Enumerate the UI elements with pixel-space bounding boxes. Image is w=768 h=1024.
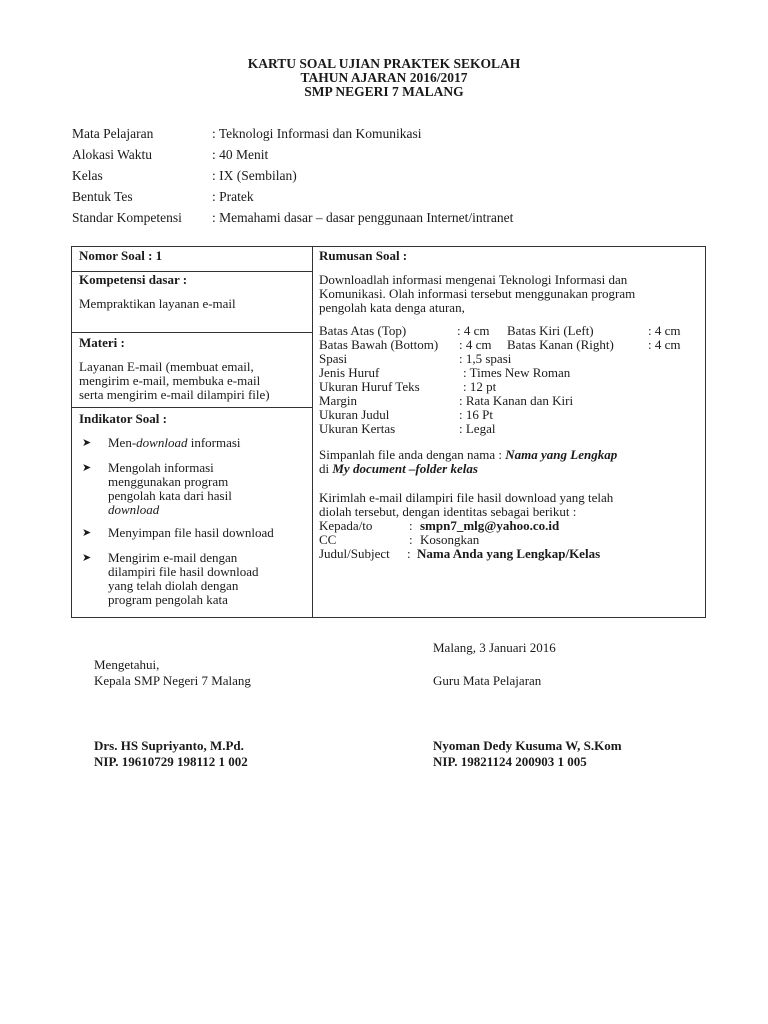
cell-indikator <box>71 407 313 618</box>
materi-heading: Materi : <box>79 335 125 350</box>
materi-line: mengirim e-mail, membuka e-mail <box>79 373 261 388</box>
indikator-item: program pengolah kata <box>108 592 228 607</box>
info-label: Mata Pelajaran <box>72 126 154 141</box>
subject-colon: : <box>407 546 411 561</box>
setting-value: : 1,5 spasi <box>459 351 512 366</box>
headmaster-title: Kepala SMP Negeri 7 Malang <box>94 673 251 688</box>
materi-line: serta mengirim e-mail dilampiri file) <box>79 387 270 402</box>
intro-line: Downloadlah informasi mengenai Teknologi Informasi dan <box>319 272 628 287</box>
indikator-item: download <box>108 502 160 517</box>
info-label: Alokasi Waktu <box>72 147 153 162</box>
setting-label: Batas Kanan (Right) <box>507 337 614 352</box>
cc-value: Kosongkan <box>420 532 480 547</box>
setting-value: : Rata Kanan dan Kiri <box>459 393 574 408</box>
cell-kompetensi <box>71 271 313 333</box>
setting-label: Ukuran Judul <box>319 407 390 422</box>
info-label: Kelas <box>72 168 103 183</box>
arrow-bullet-icon: ➤ <box>82 462 92 474</box>
cc-label: CC <box>319 532 337 547</box>
indikator-item: pengolah kata dari hasil <box>108 488 232 503</box>
indikator-item: yang telah diolah dengan <box>108 578 239 593</box>
kompetensi-text: Mempraktikan layanan e-mail <box>79 296 236 311</box>
indikator-item: Mengirim e-mail dengan <box>108 550 238 565</box>
kepada-value: smpn7_mlg@yahoo.co.id <box>420 518 560 533</box>
setting-value: : 4 cm <box>457 323 490 338</box>
arrow-bullet-icon: ➤ <box>82 552 92 564</box>
setting-value: : 4 cm <box>459 337 492 352</box>
subject-label: Judul/Subject <box>319 546 390 561</box>
nomor-soal: Nomor Soal : 1 <box>79 248 163 263</box>
teacher-name: Nyoman Dedy Kusuma W, S.Kom <box>433 738 622 753</box>
info-value: : IX (Sembilan) <box>212 168 297 183</box>
academic-year: TAHUN AJARAN 2016/2017 <box>300 70 468 85</box>
headmaster-nip: NIP. 19610729 198112 1 002 <box>94 754 248 769</box>
document-title: KARTU SOAL UJIAN PRAKTEK SEKOLAH <box>247 56 521 71</box>
rumusan-heading: Rumusan Soal : <box>319 248 408 263</box>
setting-label: Batas Bawah (Bottom) <box>319 337 439 352</box>
subject-value: Nama Anda yang Lengkap/Kelas <box>417 546 601 561</box>
info-value: : Memahami dasar – dasar penggunaan Internet/intranet <box>212 210 514 225</box>
setting-label: Jenis Huruf <box>319 365 380 380</box>
cc-colon: : <box>409 532 413 547</box>
setting-value: : 12 pt <box>463 379 497 394</box>
info-label: Bentuk Tes <box>72 189 133 204</box>
kepada-colon: : <box>409 518 413 533</box>
intro-line: Komunikasi. Olah informasi tersebut menggunakan program <box>319 286 636 301</box>
cell-materi <box>71 332 313 408</box>
arrow-bullet-icon: ➤ <box>82 527 92 539</box>
setting-value: : Legal <box>459 421 496 436</box>
teacher-title: Guru Mata Pelajaran <box>433 673 542 688</box>
indikator-item: Men-download informasi <box>108 435 241 450</box>
setting-label: Batas Atas (Top) <box>319 323 407 338</box>
cell-nomor-soal <box>71 246 313 272</box>
setting-label: Ukuran Huruf Teks <box>319 379 420 394</box>
save-instruction: Simpanlah file anda dengan nama : Nama yang Lengkap <box>319 447 618 462</box>
teacher-nip: NIP. 19821124 200903 1 005 <box>433 754 587 769</box>
arrow-bullet-icon: ➤ <box>82 437 92 449</box>
materi-line: Layanan E-mail (membuat email, <box>79 359 254 374</box>
setting-value: : 4 cm <box>648 337 681 352</box>
school-name: SMP NEGERI 7 MALANG <box>304 84 464 99</box>
setting-label: Batas Kiri (Left) <box>507 323 594 338</box>
kompetensi-heading: Kompetensi dasar : <box>79 272 188 287</box>
indikator-item: Menyimpan file hasil download <box>108 525 274 540</box>
place-date: Malang, 3 Januari 2016 <box>433 640 556 655</box>
send-line: diolah tersebut, dengan identitas sebagai berikut : <box>319 504 577 519</box>
intro-line: pengolah kata denga aturan, <box>319 300 465 315</box>
info-value: : Teknologi Informasi dan Komunikasi <box>212 126 422 141</box>
cell-rumusan-soal <box>312 246 706 618</box>
indikator-item: Mengolah informasi <box>108 460 214 475</box>
setting-label: Ukuran Kertas <box>319 421 396 436</box>
save-folder: di My document –folder kelas <box>319 461 478 476</box>
send-line: Kirimlah e-mail dilampiri file hasil download yang telah <box>319 490 614 505</box>
setting-label: Spasi <box>319 351 348 366</box>
kepada-label: Kepada/to <box>319 518 373 533</box>
setting-value: : Times New Roman <box>463 365 571 380</box>
info-label: Standar Kompetensi <box>72 210 182 225</box>
indikator-heading: Indikator Soal : <box>79 411 167 426</box>
info-value: : Pratek <box>212 189 254 204</box>
setting-value: : 16 Pt <box>459 407 493 422</box>
mengetahui: Mengetahui, <box>94 657 160 672</box>
headmaster-name: Drs. HS Supriyanto, M.Pd. <box>94 738 244 753</box>
setting-value: : 4 cm <box>648 323 681 338</box>
indikator-item: menggunakan program <box>108 474 229 489</box>
indikator-item: dilampiri file hasil download <box>108 564 259 579</box>
info-value: : 40 Menit <box>212 147 269 162</box>
setting-label: Margin <box>319 393 358 408</box>
